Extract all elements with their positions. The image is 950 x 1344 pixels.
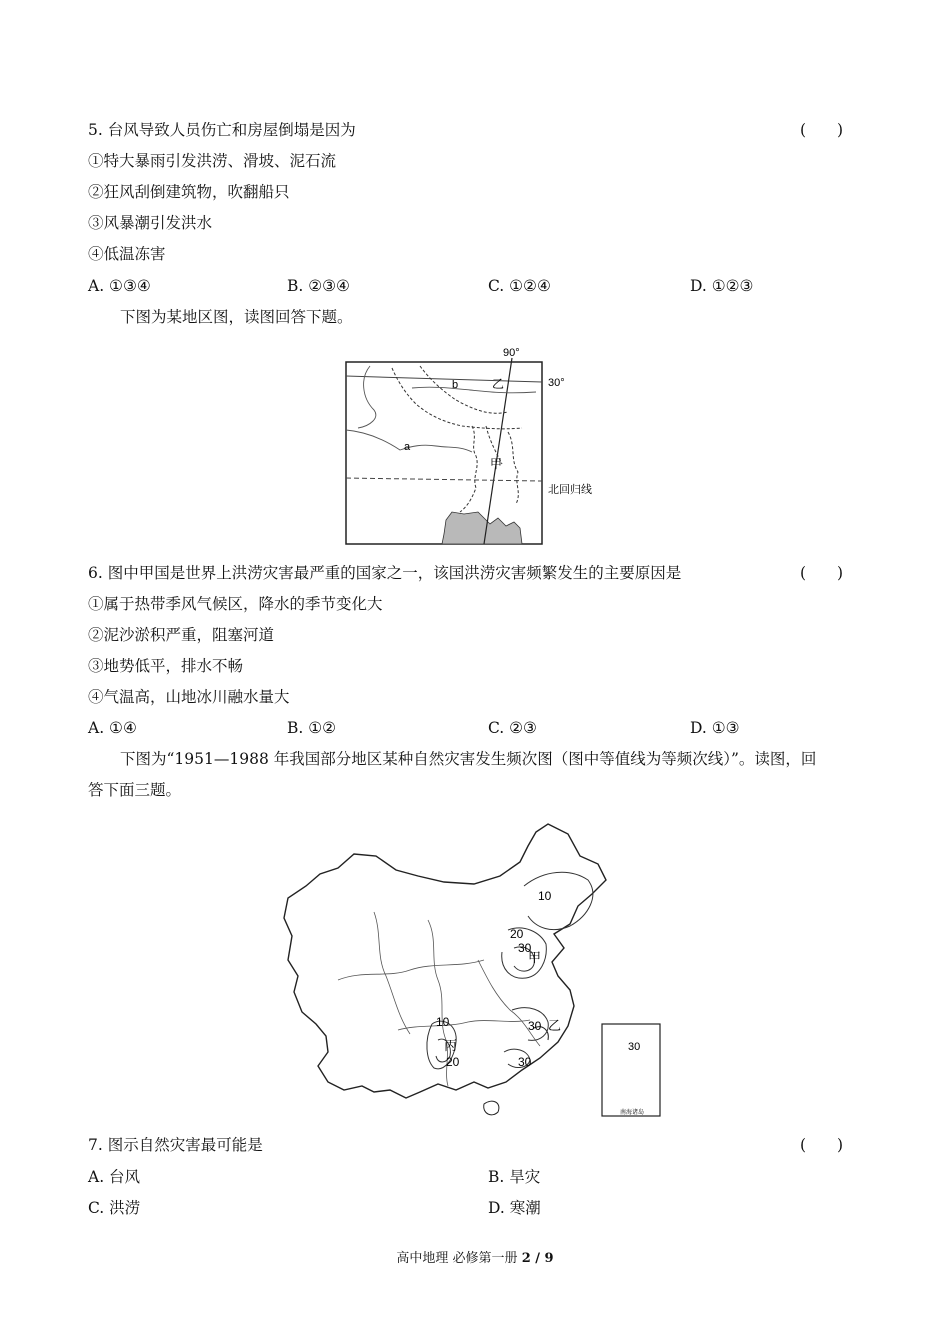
q7-answer-paren: ( )	[800, 1136, 844, 1154]
sea-area	[442, 512, 522, 544]
river-west	[358, 366, 376, 428]
label-tropic: 北回归线	[548, 484, 592, 496]
q6-option-a: A. ①④	[88, 719, 137, 737]
label-b: b	[452, 379, 459, 391]
border-west-jia	[460, 426, 477, 512]
q5-option-a: A. ①③④	[88, 277, 151, 295]
tropic-of-cancer-line	[346, 478, 542, 481]
label-bing: 丙	[444, 1038, 458, 1053]
label-yi: 乙	[548, 1018, 562, 1033]
label-c10-sw: 10	[436, 1015, 450, 1029]
province-line-3	[338, 960, 484, 980]
q5-option-d: D. ①②③	[690, 277, 754, 295]
label-jia: 甲	[490, 457, 503, 471]
q5-item-2: ②狂风刮倒建筑物，吹翻船只	[88, 183, 290, 201]
label-yi: 乙	[492, 377, 505, 391]
province-line-5	[398, 1020, 530, 1030]
label-inset-title: 南海诸岛	[620, 1110, 645, 1116]
label-90: 90°	[503, 347, 520, 359]
intro-map2-line1: 下图为“1951—1988 年我国部分地区某种自然灾害发生频次图（图中等值线为等频次线）”。读图，回	[120, 750, 817, 768]
province-line-2	[374, 912, 410, 1034]
label-c30-inset: 30	[628, 1041, 641, 1053]
intro-map1: 下图为某地区图，读图回答下题。	[120, 308, 353, 326]
latitude-30-line	[346, 376, 542, 382]
q5-option-b: B. ②③④	[287, 277, 350, 295]
q5-option-c: C. ①②④	[488, 277, 551, 295]
q7-option-c: C. 洪涝	[88, 1199, 141, 1217]
q7-option-a: A. 台风	[88, 1168, 141, 1186]
q6-option-b: B. ①②	[287, 719, 337, 737]
south-china-sea-inset	[602, 1024, 660, 1116]
china-disaster-frequency-map	[278, 820, 670, 1122]
label-a: a	[404, 441, 411, 453]
q7-option-d: D. 寒潮	[488, 1199, 541, 1217]
q7-option-b: B. 旱灾	[488, 1168, 541, 1186]
label-c30-s: 30	[518, 1055, 532, 1069]
label-c20-sw: 20	[446, 1055, 460, 1069]
hainan	[484, 1101, 499, 1115]
label-c30-n: 30	[518, 941, 532, 955]
label-30: 30°	[548, 377, 565, 389]
page-number: 2 / 9	[521, 1251, 554, 1266]
q6-item-3: ③地势低平，排水不畅	[88, 657, 244, 675]
label-c20-n: 20	[510, 927, 524, 941]
q5-item-1: ①特大暴雨引发洪涝、滑坡、泥石流	[88, 152, 337, 170]
intro-map2-line2: 答下面三题。	[88, 781, 182, 799]
footer-text: 高中地理 必修第一册	[396, 1251, 522, 1266]
q7-stem: 7. 图示自然灾害最可能是	[88, 1136, 263, 1154]
q6-answer-paren: ( )	[800, 564, 844, 582]
label-c30-e: 30	[528, 1019, 542, 1033]
q5-item-3: ③风暴潮引发洪水	[88, 214, 213, 232]
q6-option-c: C. ②③	[488, 719, 537, 737]
q6-item-1: ①属于热带季风气候区，降水的季节变化大	[88, 595, 383, 613]
border-east-jia	[508, 432, 518, 504]
page-footer	[0, 1247, 950, 1266]
q5-answer-paren: ( )	[800, 121, 844, 139]
q6-stem: 6. 图中甲国是世界上洪涝灾害最严重的国家之一，该国洪涝灾害频繁发生的主要原因是	[88, 564, 682, 582]
q5-item-4: ④低温冻害	[88, 245, 166, 263]
label-jia: 甲	[528, 950, 542, 965]
isoline-10-northeast	[524, 872, 593, 929]
q6-item-2: ②泥沙淤积严重，阻塞河道	[88, 626, 275, 644]
regional-map	[340, 342, 620, 548]
q6-option-d: D. ①③	[690, 719, 740, 737]
china-outline	[284, 824, 606, 1098]
q5-stem: 5. 台风导致人员伤亡和房屋倒塌是因为	[88, 121, 356, 139]
label-c10-ne: 10	[538, 889, 552, 903]
river-b	[412, 387, 536, 393]
q6-item-4: ④气温高，山地冰川融水量大	[88, 688, 290, 706]
